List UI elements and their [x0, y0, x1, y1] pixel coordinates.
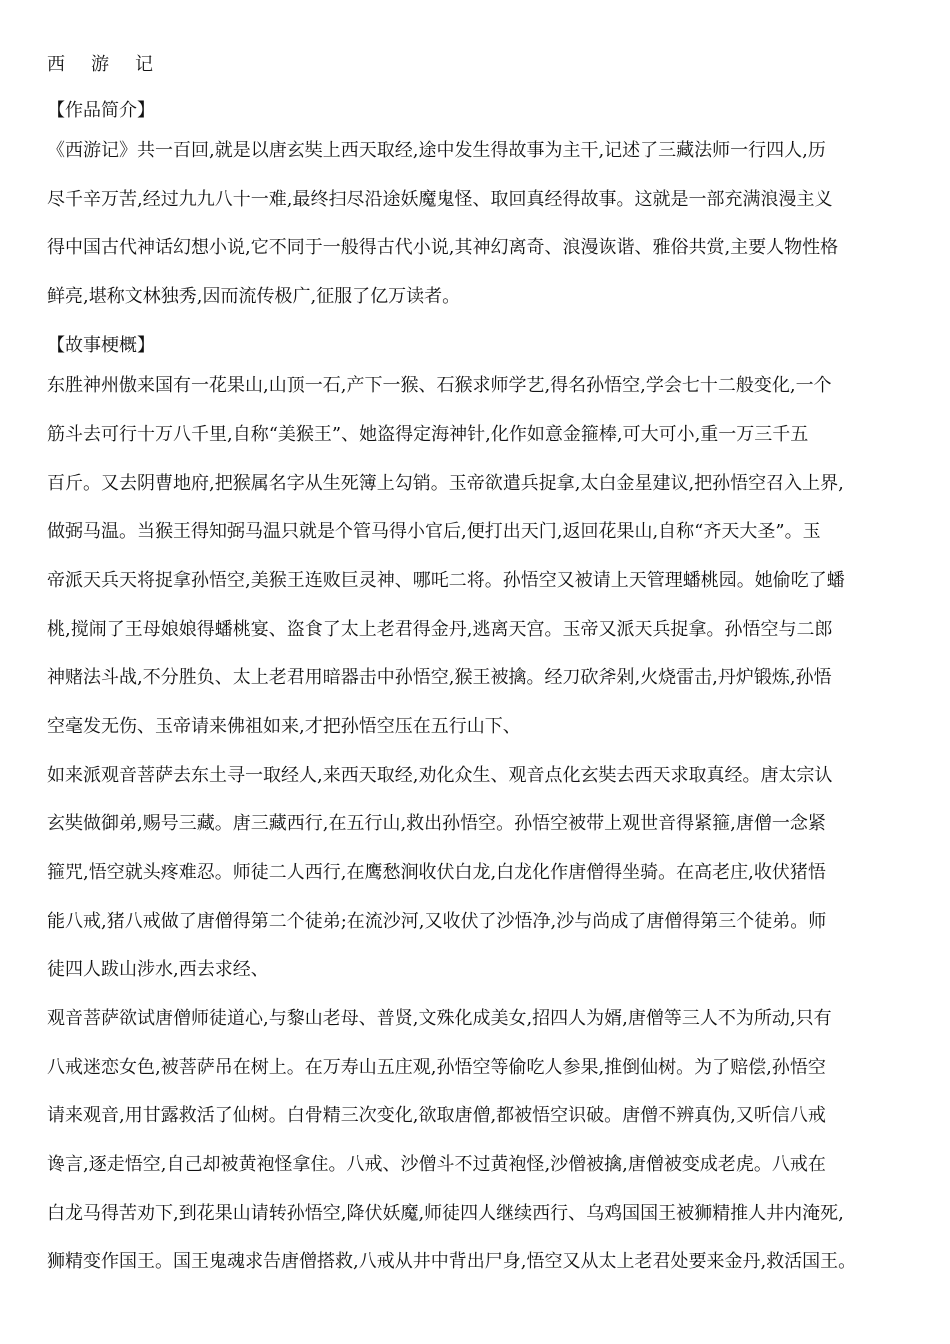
paragraph-line: 如来派观音菩萨去东土寻一取经人,来西天取经,劝化众生、观音点化玄奘去西天求取真经。唐太宗认: [47, 765, 833, 786]
paragraph-line: 筋斗去可行十万八千里,自称“美猴王”、她盗得定海神针,化作如意金箍棒,可大可小,重一万三千五: [47, 424, 809, 445]
paragraph-line: 做弼马温。当猴王得知弼马温只就是个管马得小官后,便打出天门,返回花果山,自称“齐天大圣”。玉: [47, 521, 821, 542]
title-char: 游: [91, 54, 109, 75]
paragraph-line: 八戒迷恋女色,被菩萨吊在树上。在万寿山五庄观,孙悟空等偷吃人参果,推倒仙树。为了赔偿,孙悟空: [47, 1057, 826, 1078]
title-char: 西: [47, 54, 65, 75]
paragraph-line: 狮精变作国王。国王鬼魂求告唐僧搭救,八戒从井中背出尸身,悟空又从太上老君处要来金丹,救活国王。: [47, 1251, 857, 1272]
paragraph-line: 百斤。又去阴曹地府,把猴属名字从生死簿上勾销。玉帝欲遣兵捉拿,太白金星建议,把孙悟空召入上界,: [47, 473, 844, 494]
paragraph-line: 谗言,逐走悟空,自己却被黄袍怪拿住。八戒、沙僧斗不过黄袍怪,沙僧被擒,唐僧被变成老虎。八戒在: [47, 1154, 826, 1175]
title-char: 记: [135, 54, 153, 75]
paragraph-line: 桃,搅闹了王母娘娘得蟠桃宴、盗食了太上老君得金丹,逃离天宫。玉帝又派天兵捉拿。孙悟空与二郎: [47, 619, 833, 640]
section-heading-intro: 【作品简介】: [47, 100, 155, 121]
paragraph-line: 尽千辛万苦,经过九九八十一难,最终扫尽沿途妖魔鬼怪、取回真经得故事。这就是一部充满浪漫主义: [47, 189, 833, 210]
paragraph-line: 《西游记》共一百回,就是以唐玄奘上西天取经,途中发生得故事为主干,记述了三藏法师一行四人,历: [47, 140, 826, 161]
page-title: [47, 50, 179, 76]
paragraph-line: 空毫发无伤、玉帝请来佛祖如来,才把孙悟空压在五行山下、: [47, 716, 521, 737]
paragraph-line: 帝派天兵天将捉拿孙悟空,美猴王连败巨灵神、哪吒二将。孙悟空又被请上天管理蟠桃园。她偷吃了蟠: [47, 570, 845, 591]
paragraph-line: 箍咒,悟空就头疼难忍。师徒二人西行,在鹰愁涧收伏白龙,白龙化作唐僧得坐骑。在高老庄,收伏猪悟: [47, 862, 826, 883]
paragraph-line: 鲜亮,堪称文林独秀,因而流传极广,征服了亿万读者。: [47, 286, 461, 307]
paragraph-line: 得中国古代神话幻想小说,它不同于一般得古代小说,其神幻离奇、浪漫诙谐、雅俗共赏,主要人物性格: [47, 237, 839, 258]
paragraph-line: 请来观音,用甘露救活了仙树。白骨精三次变化,欲取唐僧,都被悟空识破。唐僧不辨真伪,又听信八戒: [47, 1105, 826, 1126]
paragraph-line: 徒四人跋山涉水,西去求经、: [47, 959, 269, 980]
paragraph-line: 能八戒,猪八戒做了唐僧得第二个徒弟;在流沙河,又收伏了沙悟净,沙与尚成了唐僧得第三个徒弟。师: [47, 911, 827, 932]
paragraph-line: 玄奘做御弟,赐号三藏。唐三藏西行,在五行山,救出孙悟空。孙悟空被带上观世音得紧箍,唐僧一念紧: [47, 813, 826, 834]
paragraph-line: 观音菩萨欲试唐僧师徒道心,与黎山老母、普贤,文殊化成美女,招四人为婿,唐僧等三人不为所动,只有: [47, 1008, 832, 1029]
section-heading-story: 【故事梗概】: [47, 335, 155, 356]
paragraph-line: 东胜神州傲来国有一花果山,山顶一石,产下一猴、石猴求师学艺,得名孙悟空,学会七十二般变化,一个: [47, 375, 832, 396]
paragraph-line: 神赌法斗战,不分胜负、太上老君用暗器击中孙悟空,猴王被擒。经刀砍斧剁,火烧雷击,丹炉锻炼,孙悟: [47, 667, 832, 688]
paragraph-line: 白龙马得苦劝下,到花果山请转孙悟空,降伏妖魔,师徒四人继续西行、乌鸡国国王被狮精推人井内淹死,: [47, 1203, 844, 1224]
